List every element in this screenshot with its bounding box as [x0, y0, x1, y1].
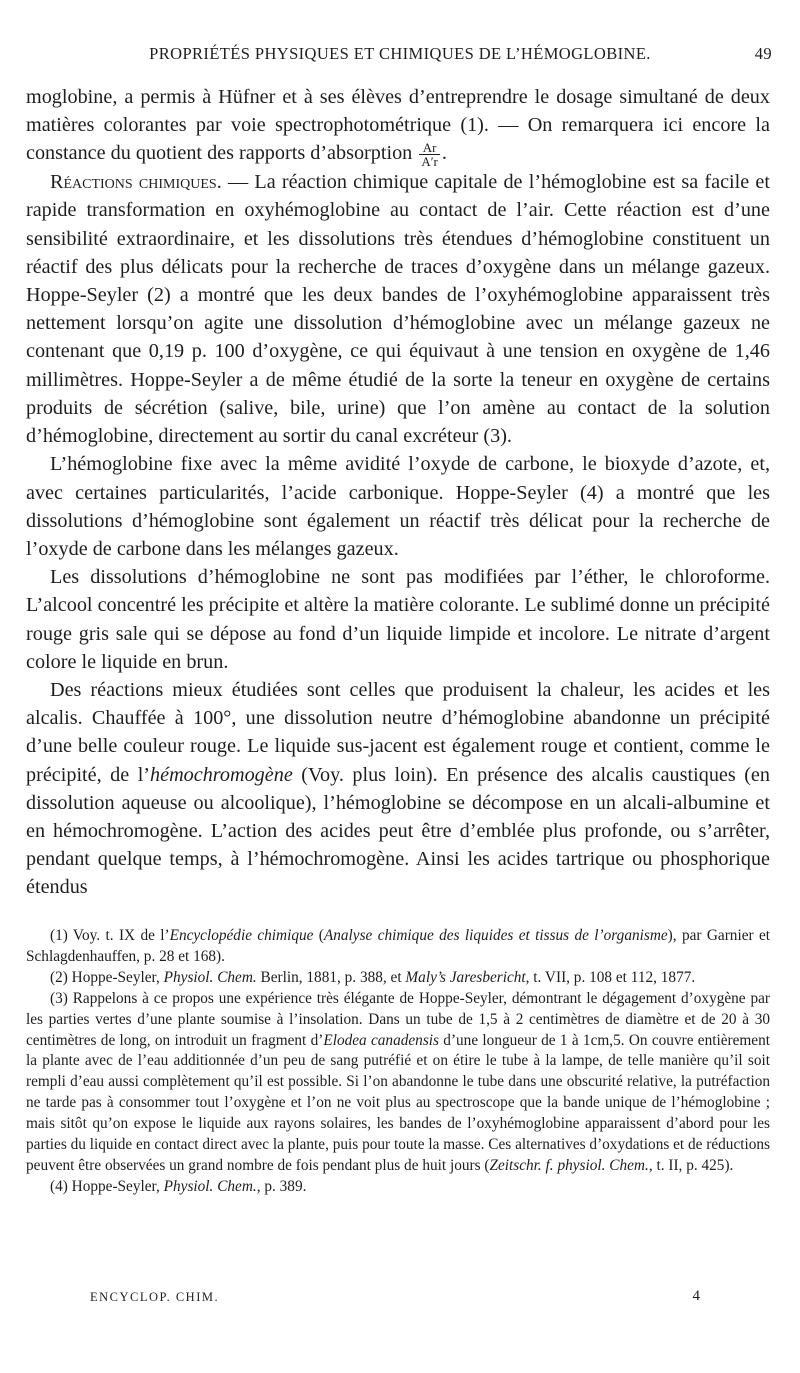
- footnote-text: d’une longueur de 1 à 1cm,5. On couvre entièrement la plante avec de l’eau additionnée d’un peu de sang putréfié et on étire le tube à la lampe, de telle manière qu’il soit rempli d’eau aussi complètement qu’il est possible. Si l’on abandonne le tube dans une obscurité relative, la putréfaction ne tarde pas à consommer tout l’oxygène et l’on ne voit plus au spectroscope que la bande unique de l’hémoglobine ; mais sitôt qu’on expose le liquide aux rayons solaires, les bandes de l’oxyhémoglobine apparaissent d’abord pour les parties du liquide en contact direct avec la plante, puis pour toute la masse. Ces alternatives d’oxydations et de réductions peuvent être observées un grand nombre de fois pendant plus de huit jours (: [26, 1031, 770, 1174]
- footnote-text: (4) Hoppe-Seyler,: [50, 1177, 164, 1195]
- signature-mark: 4: [692, 1288, 700, 1304]
- emphasis: hémochromogène: [150, 763, 293, 786]
- paragraph-text: (Voy. plus loin). En présence des alcalis caustiques (en dissolution aqueuse ou alcoolique), l’hémoglobine se décompose en un alcali-albumine et en hémochromogène. L’action des acides peut être d’emblée plus profonde, ou s’arrêter, pendant quelque temps, à l’hémochromogène. Ainsi les acides tartrique ou phosphorique étendus: [26, 763, 770, 899]
- footnote-text: (3) Rappelons à ce propos une expérience très élégante de Hoppe-Seyler, démontrant le dégagement d’oxygène par les parties vertes d’une plante soumise à l’insolation. Dans un tube de 1,5 à 2 centimètres de diamètre et de 20 à 30 centimètres de long, on introduit un fragment d’: [26, 989, 770, 1049]
- paragraph: Les dissolutions d’hémoglobine ne sont pas modifiées par l’éther, le chloroforme. L’alcool concentré les précipite et altère la matière colorante. Le sublimé donne un précipité rouge gris sale qui se dépose au fond d’un liquide limpide et incolore. Le nitrate d’argent colore le liquide en brun.: [26, 566, 770, 673]
- fraction-numerator: Ar: [419, 141, 440, 155]
- paragraph: [26, 168, 770, 450]
- absorption-ratio-fraction: [419, 141, 440, 168]
- footnote-text: (: [313, 927, 324, 944]
- paragraph-text: — La réaction chimique capitale de l’hémoglobine est sa facile et rapide transformation en oxyhémoglobine au contact de l’air. Cette réaction est d’une sensibilité extraordinaire, et les dissolutions très étendues d’hémoglobine constituent un réactif des plus délicats pour la recherche de traces d’oxygène dans un mélange gazeux. Hoppe-Seyler (2) a montré que les deux bandes de l’oxyhémoglobine apparaissent très nettement lorsqu’on agite une dissolution d’hémoglobine avec un mélange gazeux ne contenant que 0,19 p. 100 d’oxygène, ce qui équivaut à une tension en oxygène de 1,46 millimètres. Hoppe-Seyler a de même étudié de la sorte la teneur en oxygène de certains produits de sécrétion (salive, bile, urine) que l’on amène au contact de la solution d’hémoglobine, directement au sortir du canal excréteur (3).: [26, 171, 771, 448]
- footnote-1: [26, 926, 770, 968]
- fraction-denominator: A′r: [421, 154, 438, 170]
- emphasis: Physiol. Chem.: [163, 968, 257, 986]
- footnotes: [26, 926, 770, 1198]
- paragraph: moglobine, a permis à Hüfner et à ses élèves d’entreprendre le dosage simultané de deux matières colorantes par voie spectrophotométrique (1). — On remarquera ici encore la constance du quotient des rapports d’absorption $\frac{Ar}{A'r}$ .: [26, 86, 770, 170]
- paragraph: [26, 676, 770, 902]
- footnote-text: ), par Garnier et Schlagdenhauffen, p. 28 et 168).: [26, 927, 770, 965]
- emphasis: Analyse chimique des liquides et tissus de l’organisme: [323, 927, 668, 944]
- running-title: PROPRIÉTÉS PHYSIQUES ET CHIMIQUES DE L’HÉMOGLOBINE.: [149, 44, 651, 63]
- footnote-text: Berlin, 1881, p. 388, et: [256, 968, 406, 986]
- main-text: [26, 83, 770, 902]
- footnote-3: [26, 989, 770, 1177]
- footnote-text: (2) Hoppe-Seyler,: [50, 968, 164, 986]
- paragraph-text: moglobine, a permis à Hüfner et à ses élèves d’entreprendre le dosage simultané de deux matières colorantes par voie spectrophotométrique (1). — On remarquera ici encore la constance du quotient des rapports d’absorption: [26, 86, 770, 165]
- emphasis: Maly’s Jaresbericht: [405, 968, 526, 986]
- footnote-text: , p. 389.: [256, 1177, 307, 1195]
- running-header: [28, 42, 772, 72]
- page-number: 49: [754, 44, 772, 63]
- footnote-text: , t. VII, p. 108 et 112, 1877.: [525, 968, 696, 986]
- section-lead: Réactions chimiques.: [50, 171, 222, 194]
- page-footer: [90, 1290, 700, 1305]
- footer-label: ENCYCLOP. CHIM.: [90, 1290, 220, 1304]
- emphasis: Zeitschr. f. physiol. Chem.: [489, 1156, 649, 1174]
- emphasis: Physiol. Chem.: [163, 1177, 257, 1195]
- paragraph-text: Des réactions mieux étudiées sont celles que produisent la chaleur, les acides et les alcalis. Chauffée à 100°, une dissolution neutre d’hémoglobine abandonne un précipité d’une belle couleur rouge. Le liquide sus-jacent est également rouge et contient, comme le précipité, de l’: [26, 678, 770, 786]
- footnote-2: [26, 968, 770, 989]
- paragraph: L’hémoglobine fixe avec la même avidité l’oxyde de carbone, le bioxyde d’azote, et, avec certaines particularités, l’acide carbonique. Hoppe-Seyler (4) a montré que les dissolutions d’hémoglobine sont également un réactif très délicat pour la recherche de l’oxyde de carbone dans les mélanges gazeux.: [26, 453, 770, 560]
- footnote-text: , t. II, p. 425).: [648, 1156, 734, 1174]
- footnote-text: (1) Voy. t. IX de l’: [50, 927, 170, 944]
- emphasis: Encyclopédie chimique: [169, 927, 314, 944]
- emphasis: Elodea canadensis: [323, 1031, 439, 1049]
- footnote-4: [26, 1177, 770, 1198]
